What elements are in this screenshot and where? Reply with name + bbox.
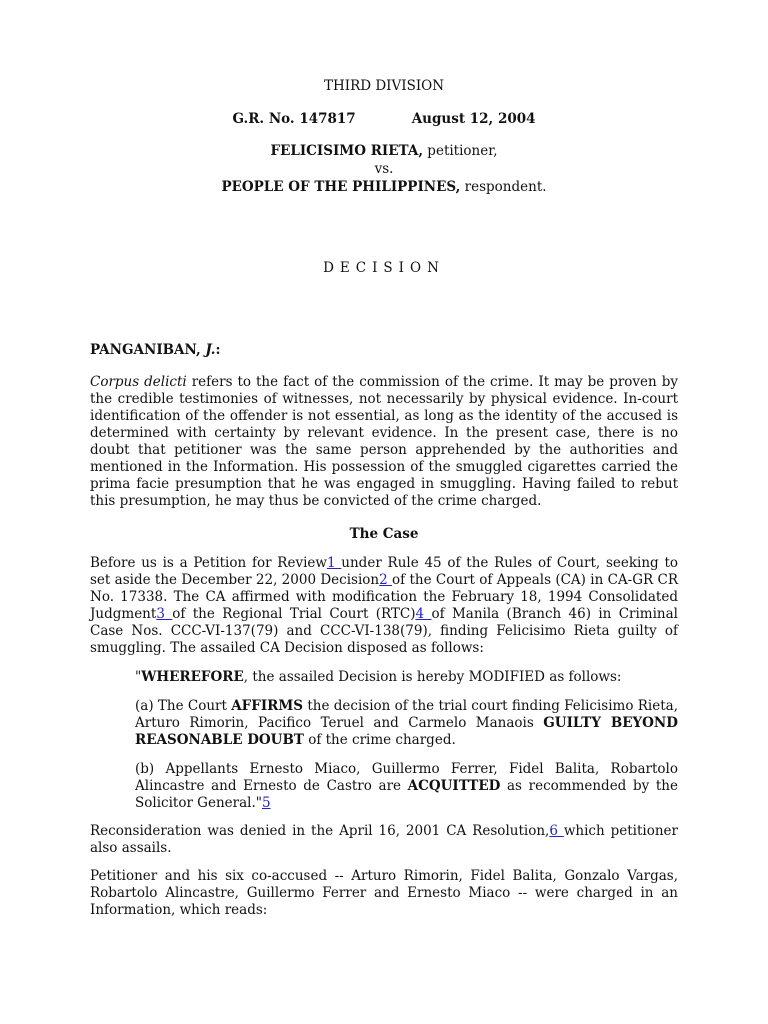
petitioner-name: FELICISIMO RIETA, (270, 143, 424, 159)
quote-b-text-2: as recommended by the Solicitor General." (135, 778, 678, 811)
case-text-1: Before us is a Petition for Review (90, 555, 327, 571)
decision-title: DECISION (323, 260, 445, 276)
intro-paragraph (90, 374, 678, 510)
quote-a-affirms: AFFIRMS (231, 698, 304, 714)
quote-a-text-3: of the crime charged. (303, 732, 456, 748)
case-text-4: of the Regional Trial Court (RTC) (172, 606, 416, 622)
ponente-colon: : (215, 342, 221, 358)
respondent-name: PEOPLE OF THE PHILIPPINES, (221, 179, 461, 195)
ponente-line (90, 340, 678, 360)
dispositive-quote (135, 669, 678, 812)
versus-line: vs. (374, 161, 394, 177)
division-heading: THIRD DIVISION (323, 78, 445, 94)
quote-a-text-2: the decision of the trial court finding Felicisimo Rieta, Arturo Rimorin, Pacifico Teruel and Carmelo Manaois (135, 698, 678, 731)
quote-item-a (135, 698, 678, 749)
information-paragraph: Petitioner and his six co-accused -- Arturo Rimorin, Fidel Balita, Gonzalo Vargas, Robartolo Alincastre, Guillermo Ferrer and Ernesto Miaco -- were charged in an Information, which reads: (90, 868, 678, 918)
respondent-line (90, 178, 678, 196)
reconsideration-paragraph (90, 823, 678, 857)
gr-number: G.R. No. 147817 (232, 111, 356, 127)
case-text-5: of Manila (Branch 46) in Criminal Case Nos. CCC-VI-137(79) and CCC-VI-138(79), finding Felicisimo Rieta guilty of smuggling. The assailed CA Decision disposed as follows: (90, 606, 678, 656)
petitioner-role: petitioner, (423, 143, 498, 159)
case-paragraph (90, 555, 678, 657)
section-heading-case: The Case (349, 526, 419, 542)
footnote-link-3[interactable]: 3 (156, 606, 173, 622)
quote-wherefore-bold: WHEREFORE (141, 669, 244, 685)
quote-a-guilty: GUILTY BEYOND REASONABLE DOUBT (135, 715, 678, 748)
footnote-link-1[interactable]: 1 (326, 555, 342, 571)
case-text-3: of the Court of Appeals (CA) in CA-GR CR No. 17338. The CA affirmed with modification the February 18, 1994 Consolidated Judgment (90, 572, 678, 622)
case-number-line (90, 109, 678, 129)
intro-text: refers to the fact of the commission of the crime. It may be proven by the credible testimonies of witnesses, not necessarily by physical evidence. In-court identification of the offender is not essential, as long as the identity of the accused is determined with certainty by relevant evidence. In the present case, there is no doubt that petitioner was the same person apprehended by the authorities and mentioned in the Information. His possession of the smuggled cigarettes carried the prima facie presumption that he was engaged in smuggling. Having failed to rebut this presumption, he may thus be convicted of the crime charged. (90, 374, 678, 509)
ponente-suffix: J. (205, 342, 216, 358)
case-text-2: under Rule 45 of the Rules of Court, seeking to set aside the December 22, 2000 Decision (90, 555, 678, 588)
quote-wherefore (135, 669, 678, 686)
quote-item-b (135, 761, 678, 812)
footnote-link-5[interactable]: 5 (261, 795, 271, 811)
reconsideration-text-2: which petitioner also assails. (90, 823, 678, 856)
quote-open-mark: " (135, 669, 142, 685)
intro-term: Corpus delicti (90, 374, 187, 390)
petitioner-line (90, 142, 678, 160)
quote-b-acquitted: ACQUITTED (407, 778, 501, 794)
respondent-role: respondent. (460, 179, 547, 195)
parties-block (90, 142, 678, 196)
quote-b-text-1: (b) Appellants Ernesto Miaco, Guillermo Ferrer, Fidel Balita, Robartolo Alincastre and Ernesto de Castro are (135, 761, 678, 794)
footnote-link-2[interactable]: 2 (379, 572, 393, 588)
quote-a-text-1: (a) The Court (135, 698, 232, 714)
footnote-link-6[interactable]: 6 (549, 823, 564, 839)
footnote-link-4[interactable]: 4 (415, 606, 432, 622)
reconsideration-text-1: Reconsideration was denied in the April 16, 2001 CA Resolution, (90, 823, 550, 839)
document-page (90, 76, 678, 919)
ponente-name: PANGANIBAN, (90, 342, 206, 358)
decision-date: August 12, 2004 (411, 111, 536, 127)
quote-wherefore-text: , the assailed Decision is hereby MODIFIED as follows: (243, 669, 622, 685)
